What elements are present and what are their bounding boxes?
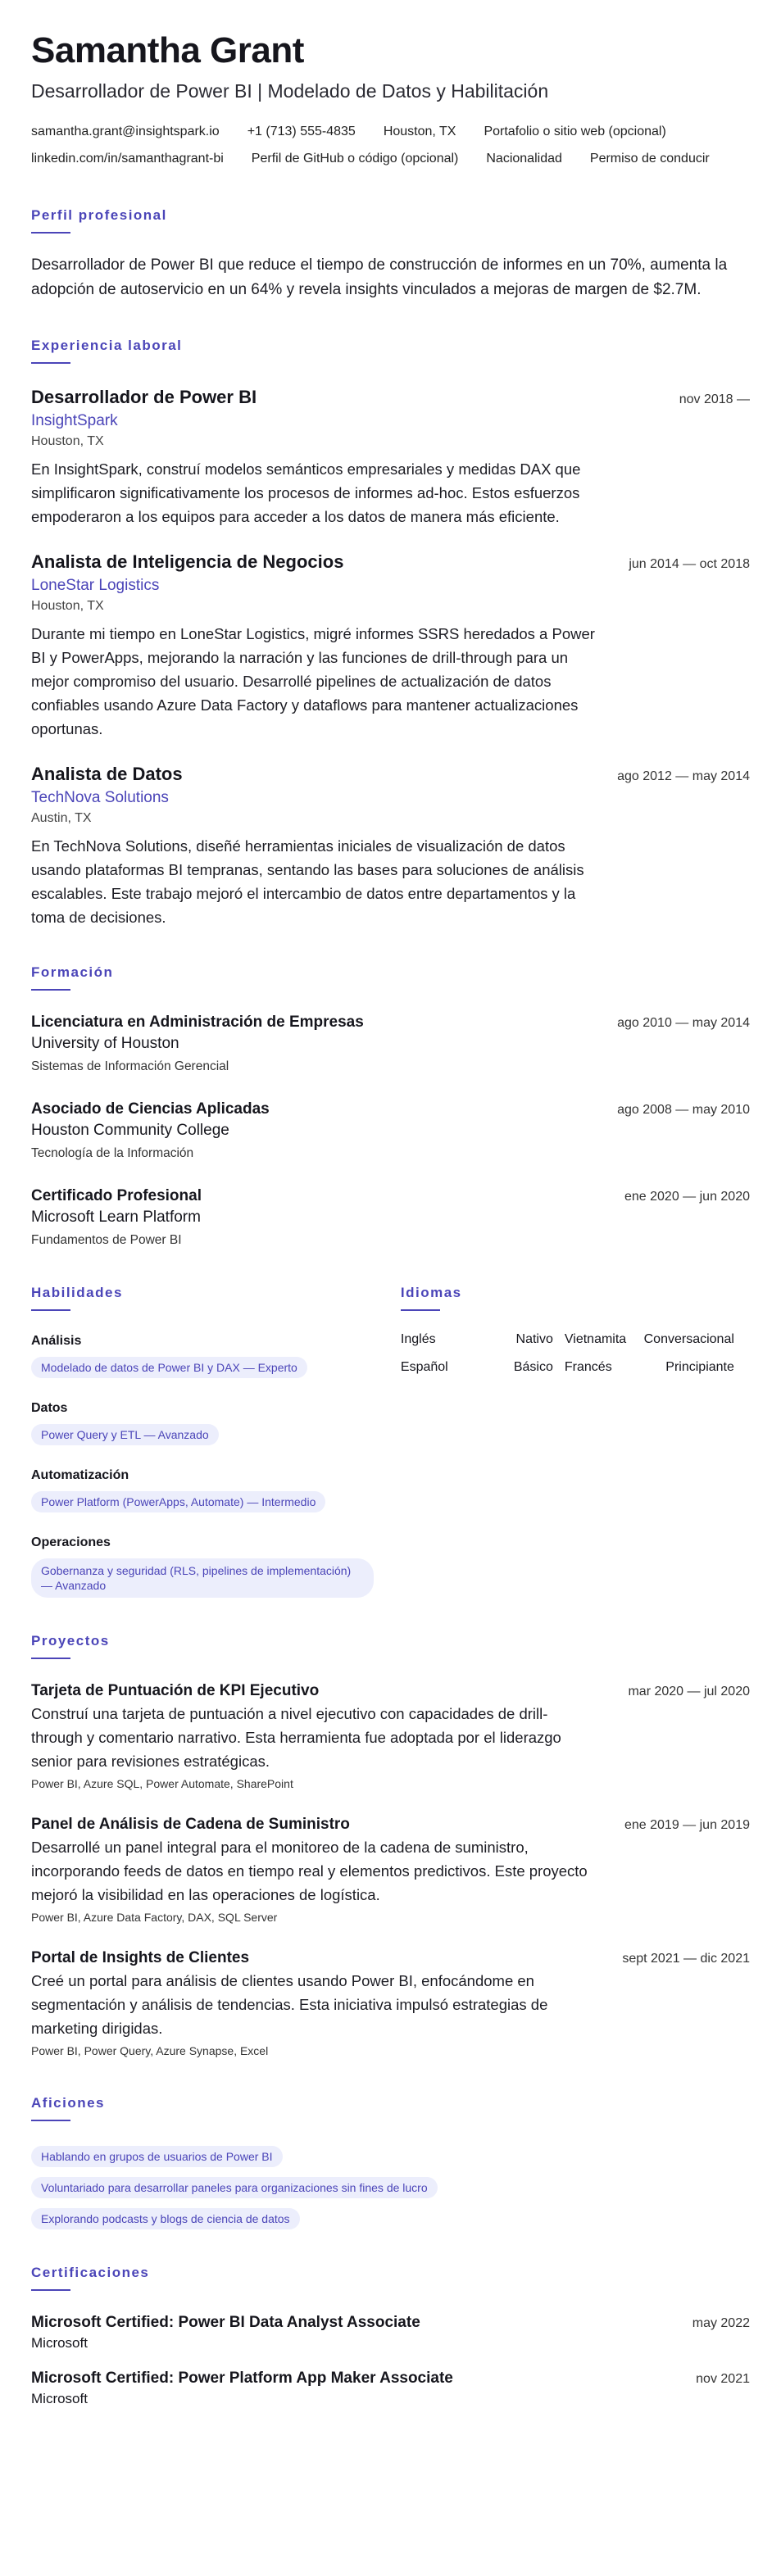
certifications-section: [31, 2264, 750, 2409]
experience-item: [31, 385, 750, 528]
job-location: Austin, TX: [31, 811, 92, 825]
job-description: En InsightSpark, construí modelos semánticos empresariales y medidas DAX que simplificaron significativamente los procesos de informes ad-hoc. Estos esfuerzos empoderaron a los equipos para acceder a los datos de manera más eficiente.: [31, 460, 581, 525]
hobbies-section: [31, 2094, 750, 2229]
language-level: Conversacional: [643, 1332, 734, 1346]
contact-github[interactable]: Perfil de GitHub o código (opcional): [251, 152, 459, 166]
section-divider: [31, 362, 70, 364]
project-title: Portal de Insights de Clientes: [31, 1949, 250, 1966]
job-description: En TechNova Solutions, diseñé herramientas iniciales de visualización de datos usando plataformas BI tempranas, sentando las bases para soluciones de análisis escalables. Este trabajo mejoró el intercambio de datos entre departamentos y la toma de decisiones.: [31, 837, 584, 926]
language-name: Inglés: [400, 1332, 436, 1346]
skill-pill: Modelado de datos de Power BI y DAX — Experto: [31, 1357, 307, 1378]
contact-list: [31, 118, 750, 172]
hobby-pill: Voluntariado para desarrollar paneles para organizaciones sin fines de lucro: [31, 2177, 438, 2198]
section-divider: [401, 1309, 440, 1311]
job-date: nov 2018 —: [679, 392, 750, 406]
field-of-study: Tecnología de la Información: [31, 1146, 194, 1160]
degree-title: Asociado de Ciencias Aplicadas: [31, 1100, 270, 1118]
certification-date: nov 2021: [696, 2372, 750, 2386]
section-title: Habilidades: [31, 1285, 123, 1300]
projects-section: [31, 1632, 750, 2060]
job-date: jun 2014 — oct 2018: [629, 557, 750, 571]
section-title: Aficiones: [31, 2095, 106, 2111]
contact-location: Houston, TX: [383, 125, 456, 138]
degree-title: Certificado Profesional: [31, 1187, 202, 1204]
section-title: Formación: [31, 964, 114, 980]
skill-group: [31, 1332, 401, 1378]
project-title: Tarjeta de Puntuación de KPI Ejecutivo: [31, 1682, 320, 1699]
candidate-name: Samantha Grant: [31, 30, 304, 70]
certification-name: Microsoft Certified: Power BI Data Analyst Associate: [31, 2314, 420, 2331]
project-description: Construí una tarjeta de puntuación a nivel ejecutivo con capacidades de drill-through y comentario narrativo. Esta herramienta fue adoptada por el liderazgo senior para revisiones estratégicas.: [31, 1705, 561, 1770]
skill-group: [31, 1467, 401, 1512]
skill-category: Automatización: [31, 1468, 129, 1482]
resume-header: [31, 29, 750, 172]
project-item: [31, 1948, 750, 2060]
skill-category: Análisis: [31, 1334, 82, 1348]
project-tech: Power BI, Power Query, Azure Synapse, Excel: [31, 2044, 269, 2057]
skill-group: [31, 1399, 401, 1445]
section-divider: [31, 2120, 70, 2121]
language-name: Español: [400, 1360, 448, 1374]
education-section: [31, 964, 750, 1251]
project-date: ene 2019 — jun 2019: [624, 1818, 750, 1832]
skills-languages-row: [31, 1284, 750, 1598]
section-divider: [31, 1309, 70, 1311]
hobby-list: [31, 2136, 750, 2229]
school-name: University of Houston: [31, 1035, 179, 1052]
education-date: ene 2020 — jun 2020: [624, 1190, 750, 1204]
section-title: Idiomas: [400, 1285, 462, 1300]
section-title: Proyectos: [31, 1633, 110, 1649]
company-name: TechNova Solutions: [31, 789, 169, 806]
skills-section: [31, 1284, 401, 1598]
skill-pill: Power Platform (PowerApps, Automate) — Intermedio: [31, 1491, 325, 1512]
section-title: Certificaciones: [31, 2265, 150, 2280]
section-divider: [31, 989, 70, 991]
headline: Desarrollador de Power BI | Modelado de Datos y Habilitación: [31, 80, 549, 102]
project-description: Creé un portal para análisis de clientes usando Power BI, enfocándome en segmentación y análisis de tendencias. Esta iniciativa impulsó estrategias de marketing dirigidas.: [31, 1972, 548, 2037]
certification-item: [31, 2368, 750, 2409]
contact-website[interactable]: Portafolio o sitio web (opcional): [484, 125, 666, 138]
project-date: mar 2020 — jul 2020: [628, 1685, 750, 1698]
experience-section: [31, 337, 750, 929]
profile-summary: Desarrollador de Power BI que reduce el tiempo de construcción de informes en un 70%, aumenta la adopción de autoservicio en un 64% y revela insights vinculados a mejoras de margen de $2.7M.: [31, 256, 728, 298]
certification-issuer: Microsoft: [31, 2391, 88, 2406]
field-of-study: Sistemas de Información Gerencial: [31, 1059, 229, 1073]
certification-item: [31, 2312, 750, 2353]
education-date: ago 2008 — may 2010: [617, 1103, 750, 1117]
language-level: Nativo: [515, 1332, 553, 1346]
section-title: Experiencia laboral: [31, 338, 183, 353]
certification-name: Microsoft Certified: Power Platform App Maker Associate: [31, 2370, 453, 2387]
certification-date: may 2022: [692, 2316, 750, 2330]
skill-pill: Gobernanza y seguridad (RLS, pipelines de implementación) — Avanzado: [31, 1558, 374, 1598]
profile-section: [31, 206, 750, 302]
project-item: [31, 1814, 750, 1926]
education-item: [31, 1099, 750, 1164]
skill-pill: Power Query y ETL — Avanzado: [31, 1424, 219, 1445]
language-name: Vietnamita: [564, 1332, 627, 1346]
language-level: Principiante: [665, 1360, 734, 1374]
section-divider: [31, 1658, 70, 1659]
job-location: Houston, TX: [31, 599, 104, 613]
degree-title: Licenciatura en Administración de Empresas: [31, 1014, 364, 1031]
education-date: ago 2010 — may 2014: [617, 1016, 750, 1030]
job-description: Durante mi tiempo en LoneStar Logistics, migré informes SSRS heredados a Power BI y PowerApps, mejorando la narración y las funciones de drill-through para un mejor compromiso del usuario. Desarrollé pipelines de actualización de datos confiables usando Azure Data Factory y dataflows para mantener actualizaciones oportunas.: [31, 625, 595, 737]
experience-item: [31, 762, 750, 929]
contact-linkedin[interactable]: linkedin.com/in/samanthagrant-bi: [31, 152, 224, 166]
education-item: [31, 1186, 750, 1251]
project-item: [31, 1680, 750, 1793]
project-tech: Power BI, Azure Data Factory, DAX, SQL Server: [31, 1911, 278, 1924]
languages-section: [401, 1284, 750, 1598]
section-divider: [31, 2289, 70, 2291]
field-of-study: Fundamentos de Power BI: [31, 1233, 182, 1247]
contact-phone[interactable]: +1 (713) 555-4835: [247, 125, 356, 138]
contact-email[interactable]: samantha.grant@insightspark.io: [31, 125, 220, 138]
hobby-pill: Hablando en grupos de usuarios de Power BI: [31, 2146, 283, 2167]
education-item: [31, 1012, 750, 1077]
job-title: Desarrollador de Power BI: [31, 387, 257, 407]
company-name: LoneStar Logistics: [31, 577, 160, 594]
experience-item: [31, 550, 750, 741]
project-description: Desarrollé un panel integral para el monitoreo de la cadena de suministro, incorporando feeds de datos en tiempo real y elementos predictivos. Este proyecto mejoró la visibilidad en las operaciones de logística.: [31, 1839, 588, 1903]
school-name: Houston Community College: [31, 1122, 229, 1139]
language-table: [401, 1332, 750, 1375]
skill-category: Operaciones: [31, 1535, 111, 1549]
contact-license: Permiso de conducir: [589, 152, 710, 166]
skill-group: [31, 1534, 401, 1598]
language-level: Básico: [513, 1360, 553, 1374]
school-name: Microsoft Learn Platform: [31, 1209, 201, 1226]
hobby-pill: Explorando podcasts y blogs de ciencia de datos: [31, 2208, 300, 2229]
job-title: Analista de Inteligencia de Negocios: [31, 551, 344, 572]
certification-issuer: Microsoft: [31, 2335, 88, 2351]
company-name: InsightSpark: [31, 412, 118, 429]
contact-nationality: Nacionalidad: [486, 152, 562, 166]
job-date: ago 2012 — may 2014: [617, 769, 750, 783]
project-tech: Power BI, Azure SQL, Power Automate, SharePoint: [31, 1777, 293, 1790]
job-location: Houston, TX: [31, 434, 104, 448]
language-name: Francés: [564, 1360, 612, 1374]
section-title: Perfil profesional: [31, 207, 167, 223]
section-divider: [31, 232, 70, 234]
project-date: sept 2021 — dic 2021: [622, 1952, 750, 1966]
project-title: Panel de Análisis de Cadena de Suministro: [31, 1816, 350, 1833]
job-title: Analista de Datos: [31, 764, 183, 784]
skill-category: Datos: [31, 1401, 68, 1415]
